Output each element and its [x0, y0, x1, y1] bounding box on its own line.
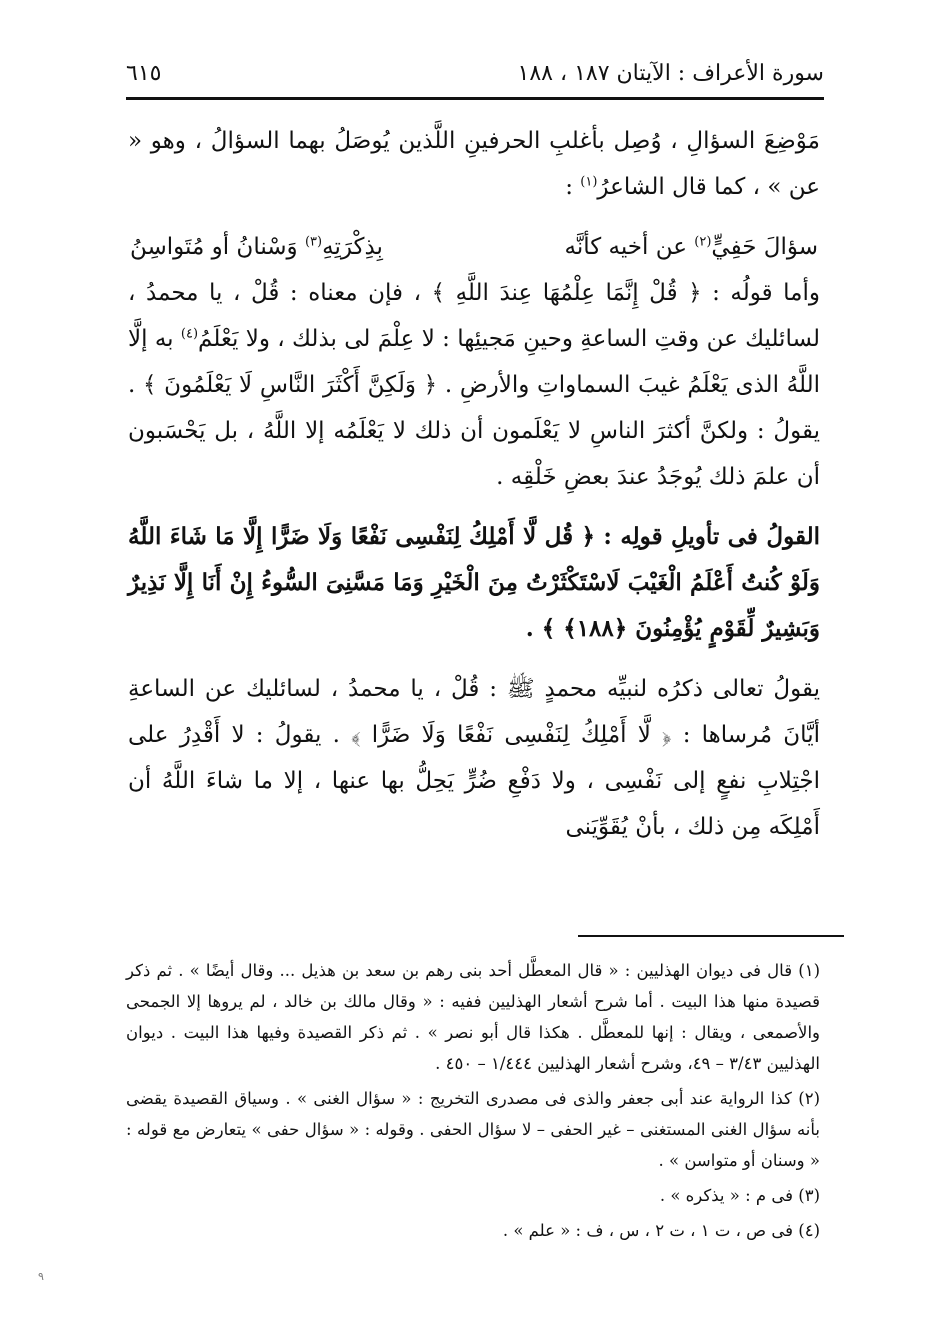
footnote-1: (١) قال فى ديوان الهذليين : « قال المعطَّل أحد بنى رهم بن سعد بن هذيل ... وقال أيضًا » . ثم ذكر قصيدة منها هذا البيت . أما شرح أشعار الهذليين ففيه : « وقال مالك بن خالد ، لم يروها إلا الجمحى والأصمعى ، ويقال : إنها للمعطَّل . هكذا قال أبو نصر » . ثم ذكر القصيدة وفيها هذا البيت . ديوان الهذليين ٣/٤٣ – ٤٩، وشرح أشعار الهذليين ١/٤٤٤ – ٤٥٠ .	[126, 961, 820, 1073]
paragraph-4: يقولُ تعالى ذكرُه لنبيِّه محمدٍ ﷺ : قُلْ ، يا محمدُ ، لسائليك عن الساعةِ أيَّانَ مُرساها : ﴿ لَّا أَمْلِكُ لِنَفْسِى نَفْعًا وَلَا ضَرًّا ﴾ . يقولُ : لا أَقْدِرُ على اجْتِلابِ نفعٍ إلى نَفْسِى ، ولا دَفْعِ ضُرٍّ يَحِلُّ بها عنها ، إلا ما شاءَ اللَّهُ أن أَمْلِكَه مِن ذلك ، بأنْ يُقَوِّيَنى	[128, 676, 820, 840]
header-rule	[126, 97, 824, 100]
main-text	[128, 118, 820, 850]
verse-first-hemistich	[565, 224, 818, 270]
verse-first-hemistich-b: عن أخيه كأنَّه	[564, 234, 695, 260]
verse-first-hemistich-a: سؤالَ حَفِيٍّ	[711, 234, 818, 260]
paragraph-2	[128, 270, 820, 500]
footnote-ref-2: (٢)	[694, 234, 712, 250]
footnotes	[126, 955, 820, 1250]
quranic-verse: ﴿ قُل لَّا أَمْلِكُ لِنَفْسِى نَفْعًا وَلَا ضَرًّا إِلَّا مَا شَاءَ اللَّهُ وَلَوْ كُنتُ أَعْلَمُ الْغَيْبَ لَاسْتَكْثَرْتُ مِنَ الْخَيْرِ وَمَا مَسَّنِىَ السُّوءُ إِنْ أَنَا إِلَّا نَذِيرٌ وَبَشِيرٌ لِّقَوْمٍ يُؤْمِنُونَ ﴿١٨٨﴾ ﴾ .	[128, 523, 820, 642]
paragraph-2-text-b: به إلَّا اللَّهُ الذى يَعْلَمُ غيبَ السماواتِ والأرضِ . ﴿ وَلَكِنَّ أَكْثَرَ النَّاسِ لَا يَعْلَمُونَ ﴾ . يقولُ : ولكنَّ أكثرَ الناسِ لا يَعْلَمون أن ذلك لا يَعْلَمُه إلا اللَّهُ ، بل يَحْسَبون أن علمَ ذلك يُوجَدُ عندَ بعضِ خَلْقِه .	[128, 326, 820, 490]
page-number: ٦١٥	[126, 60, 162, 86]
verse-second-hemistich-a: بِذِكْرَتِهِ	[322, 234, 383, 260]
footnote-ref-1: (١)	[580, 174, 598, 190]
poem-verse	[128, 224, 820, 270]
verse-second-hemistich	[130, 224, 383, 270]
margin-mark: ٩	[38, 1270, 44, 1283]
verse-second-hemistich-b: وَسْنانُ أو مُتَواسِنُ	[130, 234, 305, 260]
paragraph-1-text: مَوْضِعَ السؤالِ ، وُصِل بأغلبِ الحرفينِ اللَّذين يُوصَلُ بهما السؤالُ ، وهو « عن » ، كما قال الشاعرُ	[128, 128, 820, 200]
footnote-4: (٤) فى ص ، ت ١ ، ت ٢ ، س ، ف : « علم » .	[502, 1221, 820, 1240]
footnote-rule	[578, 935, 844, 937]
paragraph-2-text-a: وأما قولُه : ﴿ قُلْ إِنَّمَا عِلْمُهَا عِندَ اللَّهِ ﴾ ، فإن معناه : قُلْ ، يا محمدُ ، لسائليك عن وقتِ الساعةِ وحينِ مَجيئِها : لا عِلْمَ لى بذلك ، ولا يَعْلَمُ	[128, 280, 820, 352]
footnote-ref-3: (٣)	[304, 234, 323, 250]
page-header	[126, 56, 824, 90]
paragraph-1	[128, 118, 820, 210]
footnote-3: (٣) فى م : « يذكره » .	[659, 1186, 820, 1205]
footnote-2: (٢) كذا الرواية عند أبى جعفر والذى فى مصدرى التخريج : « سؤال الغنى » . وسياق القصيدة يقضى بأنه سؤال الغنى المستغنى – غير الحفى – لا سؤال الحفى . وقوله : « سؤال حفى » يتعارض مع قوله : « وسنان أو متواسن » .	[126, 1089, 820, 1170]
paragraph-1-end: :	[565, 174, 581, 200]
footnote-ref-4: (٤)	[180, 326, 199, 342]
section-heading: القولُ فى تأويلِ قولِه :	[603, 523, 820, 550]
running-title: سورة الأعراف : الآيتان ١٨٧ ، ١٨٨	[517, 60, 824, 86]
paragraph-3	[128, 514, 820, 652]
